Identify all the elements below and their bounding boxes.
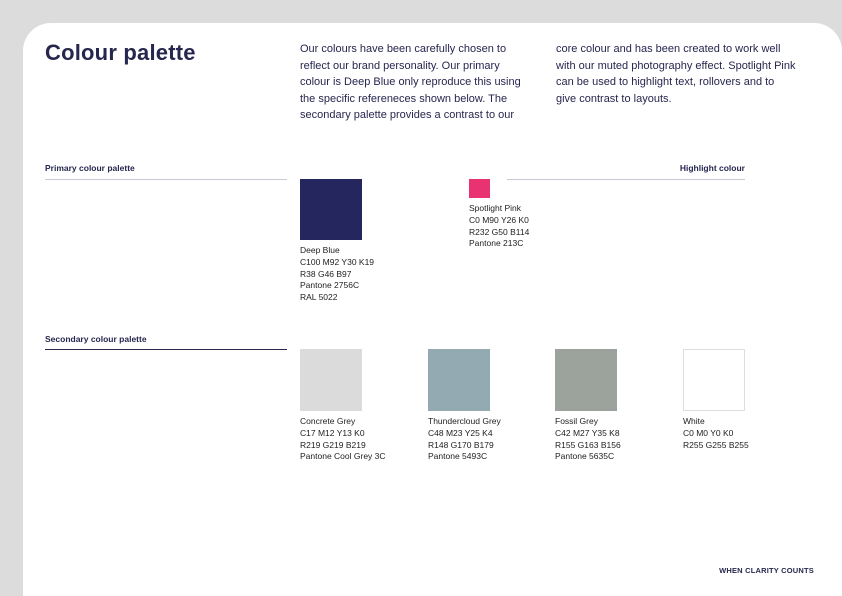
swatch-info-fossil-grey xyxy=(555,416,621,463)
secondary-palette-rule xyxy=(45,349,287,350)
page-title: Colour palette xyxy=(45,40,196,65)
swatch-info-concrete-grey xyxy=(300,416,386,463)
swatch-concrete-grey xyxy=(300,349,362,411)
swatch-spec: C17 M12 Y13 K0 xyxy=(300,427,365,438)
footer-tagline: WHEN CLARITY COUNTS xyxy=(719,566,814,575)
swatch-info-thundercloud-grey xyxy=(428,416,501,463)
swatch-name: Concrete Grey xyxy=(300,416,356,426)
swatch-spec: Pantone Cool Grey 3C xyxy=(300,451,386,462)
swatch-name: White xyxy=(683,416,705,426)
swatch-spec: C100 M92 Y30 K19 xyxy=(300,256,375,267)
swatch-white xyxy=(683,349,745,411)
swatch-name: Deep Blue xyxy=(300,245,340,255)
swatch-spec: Pantone 5635C xyxy=(555,451,615,462)
primary-palette-label: Primary colour palette xyxy=(45,163,135,173)
swatch-spec: R148 G170 B179 xyxy=(428,439,494,450)
swatch-deep-blue xyxy=(300,179,362,240)
swatch-spec: RAL 5022 xyxy=(300,292,338,303)
swatch-name: Spotlight Pink xyxy=(469,203,521,213)
swatch-spec: R38 G46 B97 xyxy=(300,268,352,279)
swatch-spotlight-pink xyxy=(469,179,490,198)
swatch-spec: R219 G219 B219 xyxy=(300,439,366,450)
intro-column-2: core colour and has been created to work well with our muted photography effect. Spotlight Pink can be used to highlight text, rollovers and to give contrast to layouts. xyxy=(556,43,796,105)
swatch-fossil-grey xyxy=(555,349,617,411)
swatch-info-white xyxy=(683,416,749,451)
swatch-info-deep-blue xyxy=(300,245,374,304)
swatch-spec: Pantone 2756C xyxy=(300,280,360,291)
primary-palette-rule xyxy=(45,179,287,180)
swatch-spec: C42 M27 Y35 K8 xyxy=(555,427,620,438)
swatch-spec: Pantone 5493C xyxy=(428,451,488,462)
swatch-name: Thundercloud Grey xyxy=(428,416,501,426)
swatch-info-spotlight-pink xyxy=(469,203,529,250)
intro-column-1: Our colours have been carefully chosen to reflect our brand personality. Our primary colour is Deep Blue only reproduce this using the specific refereneces shown below. The secondary palette provides a contrast to our xyxy=(300,43,521,121)
highlight-colour-label: Highlight colour xyxy=(679,163,745,173)
swatch-spec: C0 M0 Y0 K0 xyxy=(683,427,734,438)
highlight-colour-rule xyxy=(507,179,745,180)
secondary-palette-label: Secondary colour palette xyxy=(45,334,147,344)
swatch-spec: C0 M90 Y26 K0 xyxy=(469,214,529,225)
swatch-spec: C48 M23 Y25 K4 xyxy=(428,427,493,438)
swatch-spec: R255 G255 B255 xyxy=(683,439,749,450)
swatch-name: Fossil Grey xyxy=(555,416,598,426)
swatch-spec: Pantone 213C xyxy=(469,238,524,249)
swatch-spec: R232 G50 B114 xyxy=(469,226,530,237)
swatch-spec: R155 G163 B156 xyxy=(555,439,621,450)
swatch-thundercloud-grey xyxy=(428,349,490,411)
